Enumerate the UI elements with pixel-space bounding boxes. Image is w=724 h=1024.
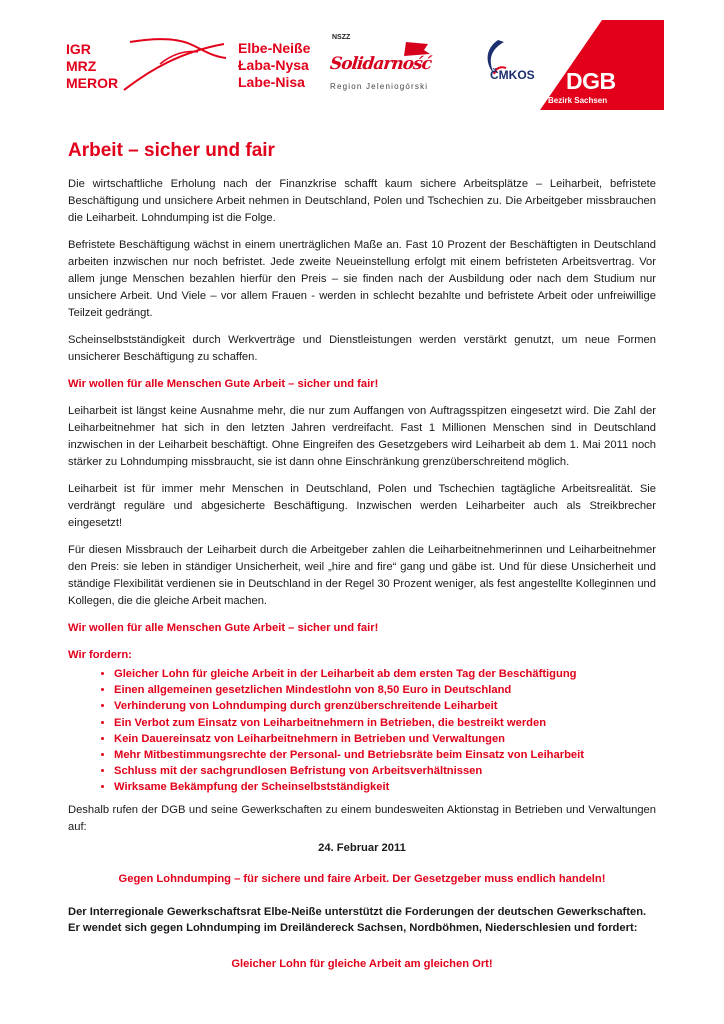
elbe-neisse-logo: Elbe-Neiße Łaba-Nysa Labe-Nisa bbox=[238, 40, 311, 90]
paragraph: Für diesen Missbrauch der Leiharbeit durch die Arbeitgeber zahlen die Leiharbeitnehmerinnen und Leiharbeitnehmer den Preis: sie leben in ständiger Unsicherheit, weil „hire and fire“ gang und gäbe ist. Und für diese Unsicherheit und ständige Flexibilität verdienen sie in Deutschland in der Regel 30 Prozent weniger, als fest angestellte Kolleginnen und Kollegen, die die gleiche Arbeit machen. bbox=[68, 544, 656, 607]
logo-header bbox=[0, 0, 724, 120]
paragraph: Befristete Beschäftigung wächst in einem unerträglichen Maße an. Fast 10 Prozent der Beschäftigten in Deutschland arbeiten inzwischen nur noch befristet. Jede zweite Neueinstellung erfolgt mit einem befristeten Arbeitsvertrag. Vor allem junge Menschen bezahlen hierfür den Preis – sie finden nach der Ausbildung oder nach dem Studium nur unsichere Arbeit. Und Viele – vor allem Frauen - werden in schlecht bezahlte und befristete Arbeit oder unfreiwillige Teilzeit gedrängt. bbox=[68, 239, 656, 319]
solidarnosc-logo: NSZZ Solidarność Region Jeleniogórski bbox=[328, 34, 433, 91]
demand-item: • Einen allgemeinen gesetzlichen Mindestlohn von 8,50 Euro in Deutschland bbox=[114, 682, 656, 698]
demand-item: • Wirksame Bekämpfung der Scheinselbstständigkeit bbox=[114, 779, 656, 795]
action-date: 24. Februar 2011 bbox=[318, 841, 406, 854]
paragraph: Scheinselbstständigkeit durch Werkverträge und Dienstleistungen werden verstärkt genutzt, um neue Formen unsicherer Beschäftigung zu schaffen. bbox=[68, 334, 656, 363]
demand-item: • Kein Dauereinsatz von Leiharbeitnehmern in Betrieben und Verwaltungen bbox=[114, 731, 656, 747]
swoosh-logo-graphic bbox=[120, 34, 232, 96]
page-title: Arbeit – sicher und fair bbox=[68, 140, 275, 161]
paragraph: Leiharbeit ist für immer mehr Menschen in Deutschland, Polen und Tschechien tagtägliche Arbeitsrealität. Sie verdrängt reguläre und abgesicherte Beschäftigung. Inzwischen werden Leiharbeiter auch als Streikbrecher eingesetzt! bbox=[68, 483, 656, 529]
call-to-action: Deshalb rufen der DGB und seine Gewerkschaften zu einem bundesweiten Aktionstag in Betrieben und Verwaltungen auf: bbox=[68, 803, 656, 833]
motto: Gegen Lohndumping – für sichere und faire Arbeit. Der Gesetzgeber muss endlich handeln! bbox=[118, 872, 606, 885]
demand-item: • Gleicher Lohn für gleiche Arbeit in der Leiharbeit ab dem ersten Tag der Beschäftigung bbox=[114, 666, 656, 682]
cmkos-logo: ČMKOS bbox=[478, 38, 548, 88]
demand-item: • Ein Verbot zum Einsatz von Leiharbeitnehmern in Betrieben, die bestreikt werden bbox=[114, 715, 656, 731]
demands-list bbox=[68, 666, 656, 796]
dgb-logo-text: DGB bbox=[566, 68, 616, 94]
demand-item: • Verhinderung von Lohndumping durch grenzüberschreitende Leiharbeit bbox=[114, 698, 656, 714]
paragraph: Die wirtschaftliche Erholung nach der Finanzkrise schafft kaum sichere Arbeitsplätze – Leiharbeit, befristete Beschäftigung und unsichere Arbeit nehmen in Deutschland, Polen und Tschechien zu. Die Arbeitgeber missbrauchen die Leiharbeit. Lohndumping ist die Folge. bbox=[68, 178, 656, 224]
dgb-region: Bezirk Sachsen bbox=[548, 96, 608, 105]
demand-item: • Mehr Mitbestimmungsrechte der Personal- und Betriebsräte beim Einsatz von Leiharbeit bbox=[114, 747, 656, 763]
slogan: Wir wollen für alle Menschen Gute Arbeit – sicher und fair! bbox=[68, 378, 379, 390]
council-statement: Der Interregionale Gewerkschaftsrat Elbe-Neiße unterstützt die Forderungen der deutschen Gewerkschaften. Er wendet sich gegen Lohndumping im Dreiländereck Sachsen, Nordböhmen, Niederschlesien und fordert: bbox=[68, 905, 647, 934]
demands-heading: Wir fordern: bbox=[68, 649, 132, 661]
paragraph: Leiharbeit ist längst keine Ausnahme mehr, die nur zum Auffangen von Auftragsspitzen eingesetzt wird. Die Zahl der Leiharbeitnehmer hat sich in den letzten Jahren verdreifacht. Fast 1 Millionen Menschen sind in Deutschland inzwischen in der Leiharbeit beschäftigt. Ohne Eingreifen des Gesetzgebers wird Leiharbeit ab dem 1. Mai 2011 noch stärker zu Lohndumping missbraucht, sie ist dann ohne Einschränkung grenzüberschreitend möglich. bbox=[68, 405, 656, 468]
demand-item: • Schluss mit der sachgrundlosen Befristung von Arbeitsverhältnissen bbox=[114, 763, 656, 779]
final-demand: Gleicher Lohn für gleiche Arbeit am gleichen Ort! bbox=[231, 957, 493, 970]
igr-logo: IGR MRZ MEROR bbox=[66, 41, 119, 91]
document-body bbox=[68, 140, 656, 983]
slogan: Wir wollen für alle Menschen Gute Arbeit – sicher und fair! bbox=[68, 622, 379, 634]
